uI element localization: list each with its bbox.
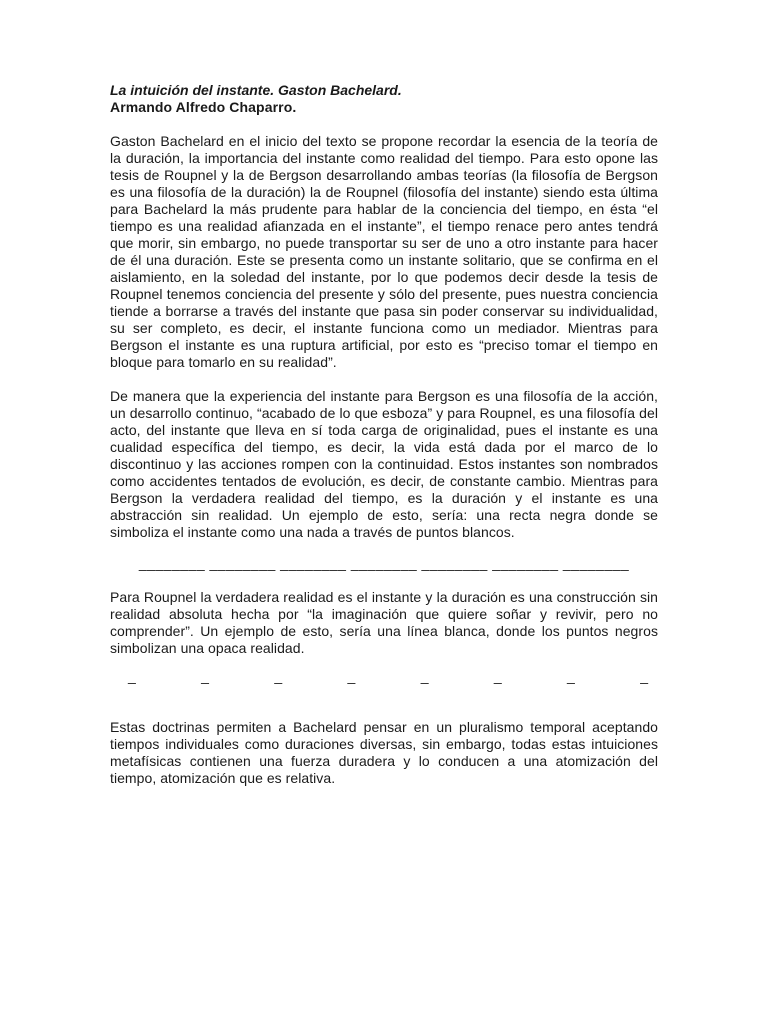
dot-mark: _: [128, 668, 136, 684]
dot-mark: _: [420, 668, 429, 684]
dot-mark: _: [347, 668, 356, 684]
dot-mark: _: [274, 668, 283, 684]
document-title: La intuición del instante. Gaston Bachelard.: [110, 82, 402, 98]
dashed-line-illustration: ________ ________ ________ ________ ________ ________ ________: [138, 555, 630, 571]
dot-mark: _: [493, 668, 502, 684]
dots-line-illustration: [110, 668, 658, 685]
document-body: [110, 82, 658, 804]
dot-mark: _: [201, 668, 209, 684]
document-author: Armando Alfredo Chaparro.: [110, 99, 297, 115]
dot-mark: _: [567, 668, 575, 684]
paragraph-3: Para Roupnel la verdadera realidad es el instante y la duración es una construcción sin realidad absoluta hecha por “la imaginación que quiere soñar y revivir, pero no comprender”. Un ejemplo de esto, sería una línea blanca, donde los puntos negros simbolizan una opaca realidad.: [110, 589, 658, 656]
paragraph-1: Gaston Bachelard en el inicio del texto se propone recordar la esencia de la teoría de la duración, la importancia del instante como realidad del tiempo. Para esto opone las tesis de Roupnel y la de Bergson desarrollando ambas teorías (la filosofía de Bergson es una filosofía de la duración) la de Roupnel (filosofía del instante) siendo esta última para Bachelard la más prudente para hablar de la conciencia del tiempo, en ésta “el tiempo es una realidad afianzada en el instante”, el tiempo renace pero antes tendrá que morir, sin embargo, no puede transportar su ser de uno a otro instante para hacer de él una duración. Este se presenta como un instante solitario, que se confirma en el aislamiento, en la soledad del instante, por lo que podemos decir desde la tesis de Roupnel tenemos conciencia del presente y sólo del presente, pues nuestra conciencia tiende a borrarse a través del instante que pasa sin poder conservar su individualidad, su ser completo, es decir, el instante funciona como un mediador. Mientras para Bergson el instante es una ruptura artificial, por esto es “preciso tomar el tiempo en bloque para tomarlo en su realidad”.: [110, 133, 658, 370]
paragraph-2: De manera que la experiencia del instante para Bergson es una filosofía de la acción, un desarrollo continuo, “acabado de lo que esboza” y para Roupnel, es una filosofía del acto, del instante que lleva en sí toda carga de originalidad, pues el instante es una cualidad específica del tiempo, es decir, la vida está dada por el marco de lo discontinuo y las acciones rompen con la continuidad. Estos instantes son nombrados como accidentes tentados de evolución, es decir, de constante cambio. Mientras para Bergson la verdadera realidad del tiempo, es la duración y el instante es una abstracción sin realidad. Un ejemplo de esto, sería: una recta negra donde se simboliza el instante como una nada a través de puntos blancos.: [110, 388, 658, 540]
paragraph-4: Estas doctrinas permiten a Bachelard pensar en un pluralismo temporal aceptando tiempos individuales como duraciones diversas, sin embargo, todas estas intuiciones metafísicas contienen una fuerza duradera y lo conducen a una atomización del tiempo, atomización que es relativa.: [110, 719, 658, 786]
dot-mark: _: [640, 668, 648, 684]
